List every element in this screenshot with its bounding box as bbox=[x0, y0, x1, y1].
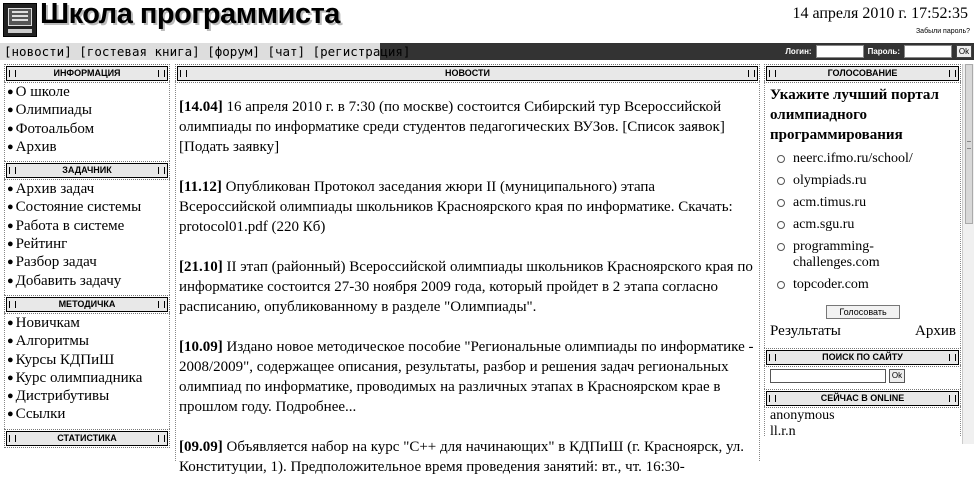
online-heading: СЕЙЧАС В ONLINE bbox=[766, 391, 959, 406]
menu-item-about[interactable] bbox=[7, 84, 169, 102]
menu-item-label: Фотоальбом bbox=[15, 120, 95, 137]
news-list bbox=[175, 81, 760, 475]
top-navbar bbox=[0, 43, 974, 60]
poll-option-label: acm.timus.ru bbox=[793, 195, 867, 210]
menu-item-label: Добавить задачу bbox=[15, 272, 122, 289]
nav-guestbook-link[interactable]: [гостевая книга] bbox=[79, 44, 200, 59]
current-datetime: 14 апреля 2010 г. 17:52:35 bbox=[792, 5, 968, 22]
poll-option[interactable] bbox=[770, 151, 956, 167]
radio-button[interactable] bbox=[777, 155, 785, 163]
menu-item-archive[interactable] bbox=[7, 139, 169, 157]
login-input[interactable] bbox=[816, 45, 864, 58]
news-heading: НОВОСТИ bbox=[177, 66, 758, 81]
news-item bbox=[179, 257, 755, 317]
forgot-password-link[interactable]: Забыли пароль? bbox=[915, 28, 970, 35]
menu-item-label: Новичкам bbox=[15, 314, 80, 331]
bullet-icon: ● bbox=[7, 408, 14, 421]
news-item bbox=[179, 97, 755, 157]
stats-heading: СТАТИСТИКА bbox=[6, 431, 168, 446]
method-heading: МЕТОДИЧКА bbox=[6, 297, 168, 312]
poll-links bbox=[770, 323, 956, 342]
menu-item-label: О школе bbox=[15, 84, 70, 100]
menu-item-photoalbum[interactable] bbox=[7, 121, 169, 139]
menu-item-olympiad-course[interactable] bbox=[7, 370, 169, 388]
menu-item-label: Состояние системы bbox=[15, 199, 142, 216]
tasks-menu bbox=[4, 178, 170, 295]
bullet-icon: ● bbox=[7, 122, 14, 135]
bullet-icon: ● bbox=[7, 371, 14, 384]
news-date: [11.12] bbox=[179, 179, 222, 195]
tasks-heading: ЗАДАЧНИК bbox=[6, 163, 168, 178]
nav-chat-link[interactable]: [чат] bbox=[267, 44, 306, 59]
bullet-icon: ● bbox=[7, 256, 14, 269]
search-input[interactable] bbox=[770, 369, 886, 383]
news-date: [10.09] bbox=[179, 339, 223, 355]
poll-box bbox=[764, 81, 961, 348]
search-ok-button[interactable]: Ok bbox=[889, 369, 905, 383]
online-users bbox=[764, 406, 961, 439]
menu-item-add-task[interactable] bbox=[7, 273, 169, 291]
menu-item-system-work[interactable] bbox=[7, 218, 169, 236]
search-form bbox=[764, 365, 961, 389]
search-heading: ПОИСК ПО САЙТУ bbox=[766, 350, 959, 365]
bullet-icon: ● bbox=[7, 238, 14, 251]
menu-item-distributions[interactable] bbox=[7, 388, 169, 406]
menu-item-olympiads[interactable] bbox=[7, 102, 169, 120]
online-user[interactable]: ll.r.n bbox=[770, 424, 796, 439]
bullet-icon: ● bbox=[7, 104, 14, 117]
info-menu bbox=[4, 81, 170, 161]
menu-item-label: Алгоритмы bbox=[15, 333, 89, 350]
bullet-icon: ● bbox=[7, 353, 14, 366]
menu-item-links[interactable] bbox=[7, 406, 169, 424]
menu-item-label: Архив задач bbox=[15, 181, 95, 198]
bullet-icon: ● bbox=[7, 86, 14, 98]
menu-item-label: Архив bbox=[15, 138, 57, 155]
bullet-icon: ● bbox=[7, 274, 14, 287]
password-label: Пароль: bbox=[867, 47, 900, 56]
news-text[interactable]: Объявляется набор на курс "C++ для начинающих" в КДПиШ (г. Красноярск, ул. Конституции, 1). Предположительное время проведения занятий: вт., чт. 16:30- bbox=[179, 439, 745, 475]
poll-option[interactable] bbox=[770, 277, 956, 293]
menu-item-system-status[interactable] bbox=[7, 199, 169, 217]
menu-item-label: Олимпиады bbox=[15, 102, 92, 119]
logo-icon[interactable] bbox=[3, 3, 37, 37]
news-date: [14.04] bbox=[179, 99, 223, 115]
nav-register-link[interactable]: [регистрация] bbox=[312, 44, 411, 59]
nav-forum-link[interactable]: [форум] bbox=[207, 44, 260, 59]
vote-button[interactable]: Голосовать bbox=[826, 305, 900, 319]
bullet-icon: ● bbox=[7, 316, 14, 329]
radio-button[interactable] bbox=[777, 177, 785, 185]
news-text[interactable]: II этап (районный) Всероссийской олимпиады школьников Красноярского края по информатике состоится 27-30 ноября 2009 года, который пройдет в 2 этапа согласно расписанию, опубликованному в разделе "Олимпиады". bbox=[179, 259, 753, 315]
poll-option[interactable] bbox=[770, 173, 956, 189]
menu-item-rating[interactable] bbox=[7, 236, 169, 254]
menu-item-label: Работа в системе bbox=[15, 217, 125, 234]
news-text[interactable]: 16 апреля 2010 г. в 7:30 (по москве) состоится Сибирский тур Всероссийской олимпиады по информатике среди студентов педагогических ВУЗов. [Список заявок] [Подать заявку] bbox=[179, 99, 725, 155]
poll-option[interactable] bbox=[770, 217, 956, 233]
info-heading: ИНФОРМАЦИЯ bbox=[6, 66, 168, 81]
login-ok-button[interactable]: Ok bbox=[956, 45, 972, 58]
scrollbar-thumb[interactable] bbox=[965, 64, 973, 224]
news-item bbox=[179, 437, 755, 477]
menu-item-label: Разбор задач bbox=[15, 254, 97, 271]
news-column bbox=[175, 64, 760, 475]
poll-option-label: topcoder.com bbox=[793, 277, 869, 292]
news-text[interactable]: Опубликован Протокол заседания жюри II (муниципального) этапа Всероссийской олимпиады школьников Красноярского края по информатике. Скачать: protocol01.pdf (220 Кб) bbox=[179, 179, 733, 235]
nav-links bbox=[0, 43, 411, 60]
radio-button[interactable] bbox=[777, 243, 785, 251]
radio-button[interactable] bbox=[777, 199, 785, 207]
right-sidebar bbox=[764, 64, 961, 439]
site-title[interactable]: Школа программиста bbox=[40, 0, 340, 30]
menu-item-algorithms[interactable] bbox=[7, 333, 169, 351]
news-item bbox=[179, 177, 755, 237]
bullet-icon: ● bbox=[7, 140, 14, 153]
poll-option[interactable] bbox=[770, 195, 956, 211]
poll-option[interactable] bbox=[770, 239, 956, 271]
password-input[interactable] bbox=[904, 45, 952, 58]
menu-item-task-archive[interactable] bbox=[7, 181, 169, 199]
menu-item-label: Курс олимпиадника bbox=[15, 369, 143, 386]
login-label: Логин: bbox=[785, 47, 812, 56]
page-scrollbar[interactable] bbox=[962, 64, 974, 444]
menu-item-label: Дистрибутивы bbox=[15, 388, 110, 405]
menu-item-label: Курсы КДПиШ bbox=[15, 351, 115, 368]
menu-item-newbies[interactable] bbox=[7, 315, 169, 333]
menu-item-courses[interactable] bbox=[7, 352, 169, 370]
news-text[interactable]: Издано новое методическое пособие "Региональные олимпиады по информатике - 2008/2009", содержащее описания, результаты, разбор и решения задач региональных олимпиад по информатике, проводимых на различных этапах в Красноярском крае в прошлом году. Подробнее... bbox=[179, 339, 754, 415]
poll-archive-link[interactable]: Архив bbox=[915, 323, 956, 339]
poll-option-label: programming-challenges.com bbox=[793, 239, 880, 270]
left-sidebar bbox=[4, 64, 170, 446]
online-user[interactable]: anonymous bbox=[770, 408, 835, 423]
news-date: [21.10] bbox=[179, 259, 223, 275]
bullet-icon: ● bbox=[7, 219, 14, 232]
menu-item-label: Рейтинг bbox=[15, 236, 68, 253]
poll-question: Укажите лучший портал олимпиадного программирования bbox=[770, 87, 939, 143]
login-form bbox=[785, 44, 972, 59]
menu-item-task-analysis[interactable] bbox=[7, 254, 169, 272]
bullet-icon: ● bbox=[7, 183, 14, 196]
poll-heading: ГОЛОСОВАНИЕ bbox=[766, 66, 959, 81]
news-date: [09.09] bbox=[179, 439, 223, 455]
news-item bbox=[179, 337, 755, 417]
radio-button[interactable] bbox=[777, 281, 785, 289]
menu-item-label: Ссылки bbox=[15, 406, 66, 423]
poll-option-label: olympiads.ru bbox=[793, 173, 867, 188]
bullet-icon: ● bbox=[7, 201, 14, 214]
method-menu bbox=[4, 312, 170, 429]
header bbox=[0, 0, 974, 42]
bullet-icon: ● bbox=[7, 335, 14, 348]
poll-option-label: neerc.ifmo.ru/school/ bbox=[793, 151, 913, 166]
radio-button[interactable] bbox=[777, 221, 785, 229]
poll-results-link[interactable]: Результаты bbox=[770, 323, 841, 339]
poll-option-label: acm.sgu.ru bbox=[793, 217, 855, 232]
nav-news-link[interactable]: [новости] bbox=[4, 44, 72, 59]
bullet-icon: ● bbox=[7, 390, 14, 403]
